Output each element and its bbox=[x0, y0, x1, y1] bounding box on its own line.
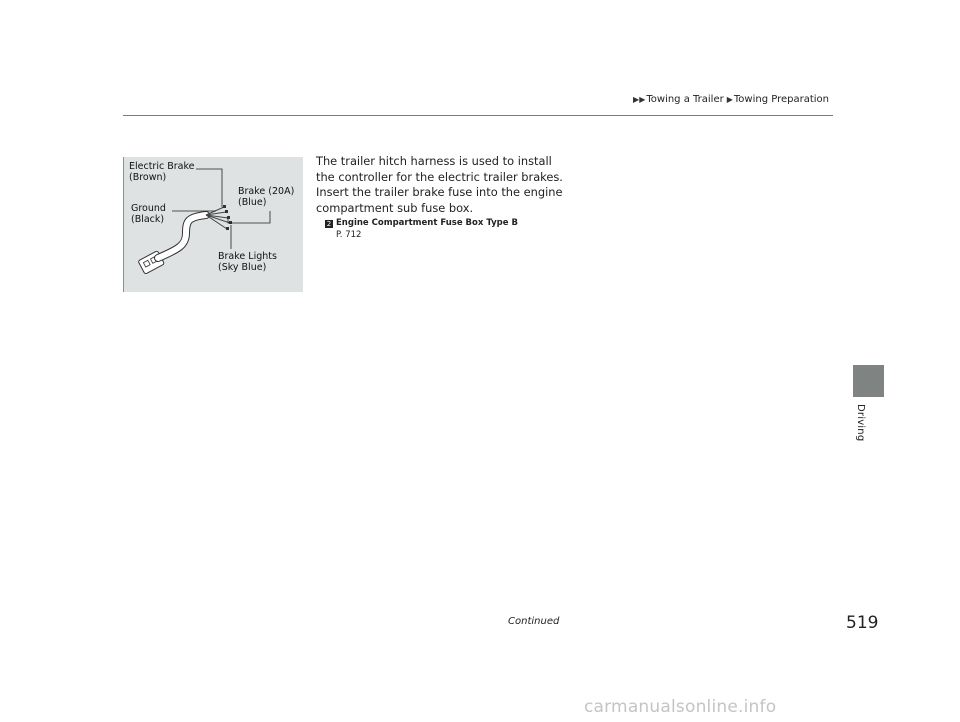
xref-title: Engine Compartment Fuse Box Type B bbox=[336, 218, 518, 228]
continued-note: Continued bbox=[508, 616, 560, 627]
xref-page: P. 712 bbox=[336, 230, 362, 240]
header-rule bbox=[123, 115, 833, 116]
label-color: (Sky Blue) bbox=[218, 262, 267, 273]
label-color: (Black) bbox=[131, 214, 165, 225]
reference-arrow-icon: 2 bbox=[326, 220, 332, 228]
breadcrumb bbox=[633, 94, 832, 105]
label-electric-brake bbox=[129, 161, 194, 183]
label-ground bbox=[131, 203, 166, 225]
breadcrumb-item: Towing Preparation bbox=[733, 94, 829, 105]
page-number: 519 bbox=[846, 613, 879, 633]
paragraph: Insert the trailer brake fuse into the engine compartment sub fuse box. bbox=[316, 185, 563, 215]
watermark: carmanualsonline.info bbox=[584, 697, 777, 717]
label-text: Ground bbox=[131, 203, 166, 214]
paragraph: The trailer hitch harness is used to install the controller for the electric trailer brakes. bbox=[316, 154, 563, 184]
section-tab bbox=[853, 365, 884, 397]
breadcrumb-item: Towing a Trailer bbox=[646, 94, 724, 105]
label-text: Brake Lights bbox=[218, 251, 277, 262]
label-text: Electric Brake bbox=[129, 161, 195, 172]
instruction-text bbox=[316, 154, 566, 216]
cross-reference-link[interactable] bbox=[325, 217, 518, 241]
label-color: (Blue) bbox=[238, 197, 267, 208]
label-brake-lights bbox=[218, 251, 277, 273]
label-text: Brake (20A) bbox=[238, 186, 295, 197]
label-brake-20a bbox=[238, 186, 294, 208]
triangle-icon: ▶ bbox=[726, 95, 733, 104]
section-label: Driving bbox=[855, 404, 866, 442]
harness-illustration bbox=[123, 157, 303, 292]
label-color: (Brown) bbox=[129, 172, 167, 183]
triangle-icon: ▶▶ bbox=[633, 95, 646, 104]
